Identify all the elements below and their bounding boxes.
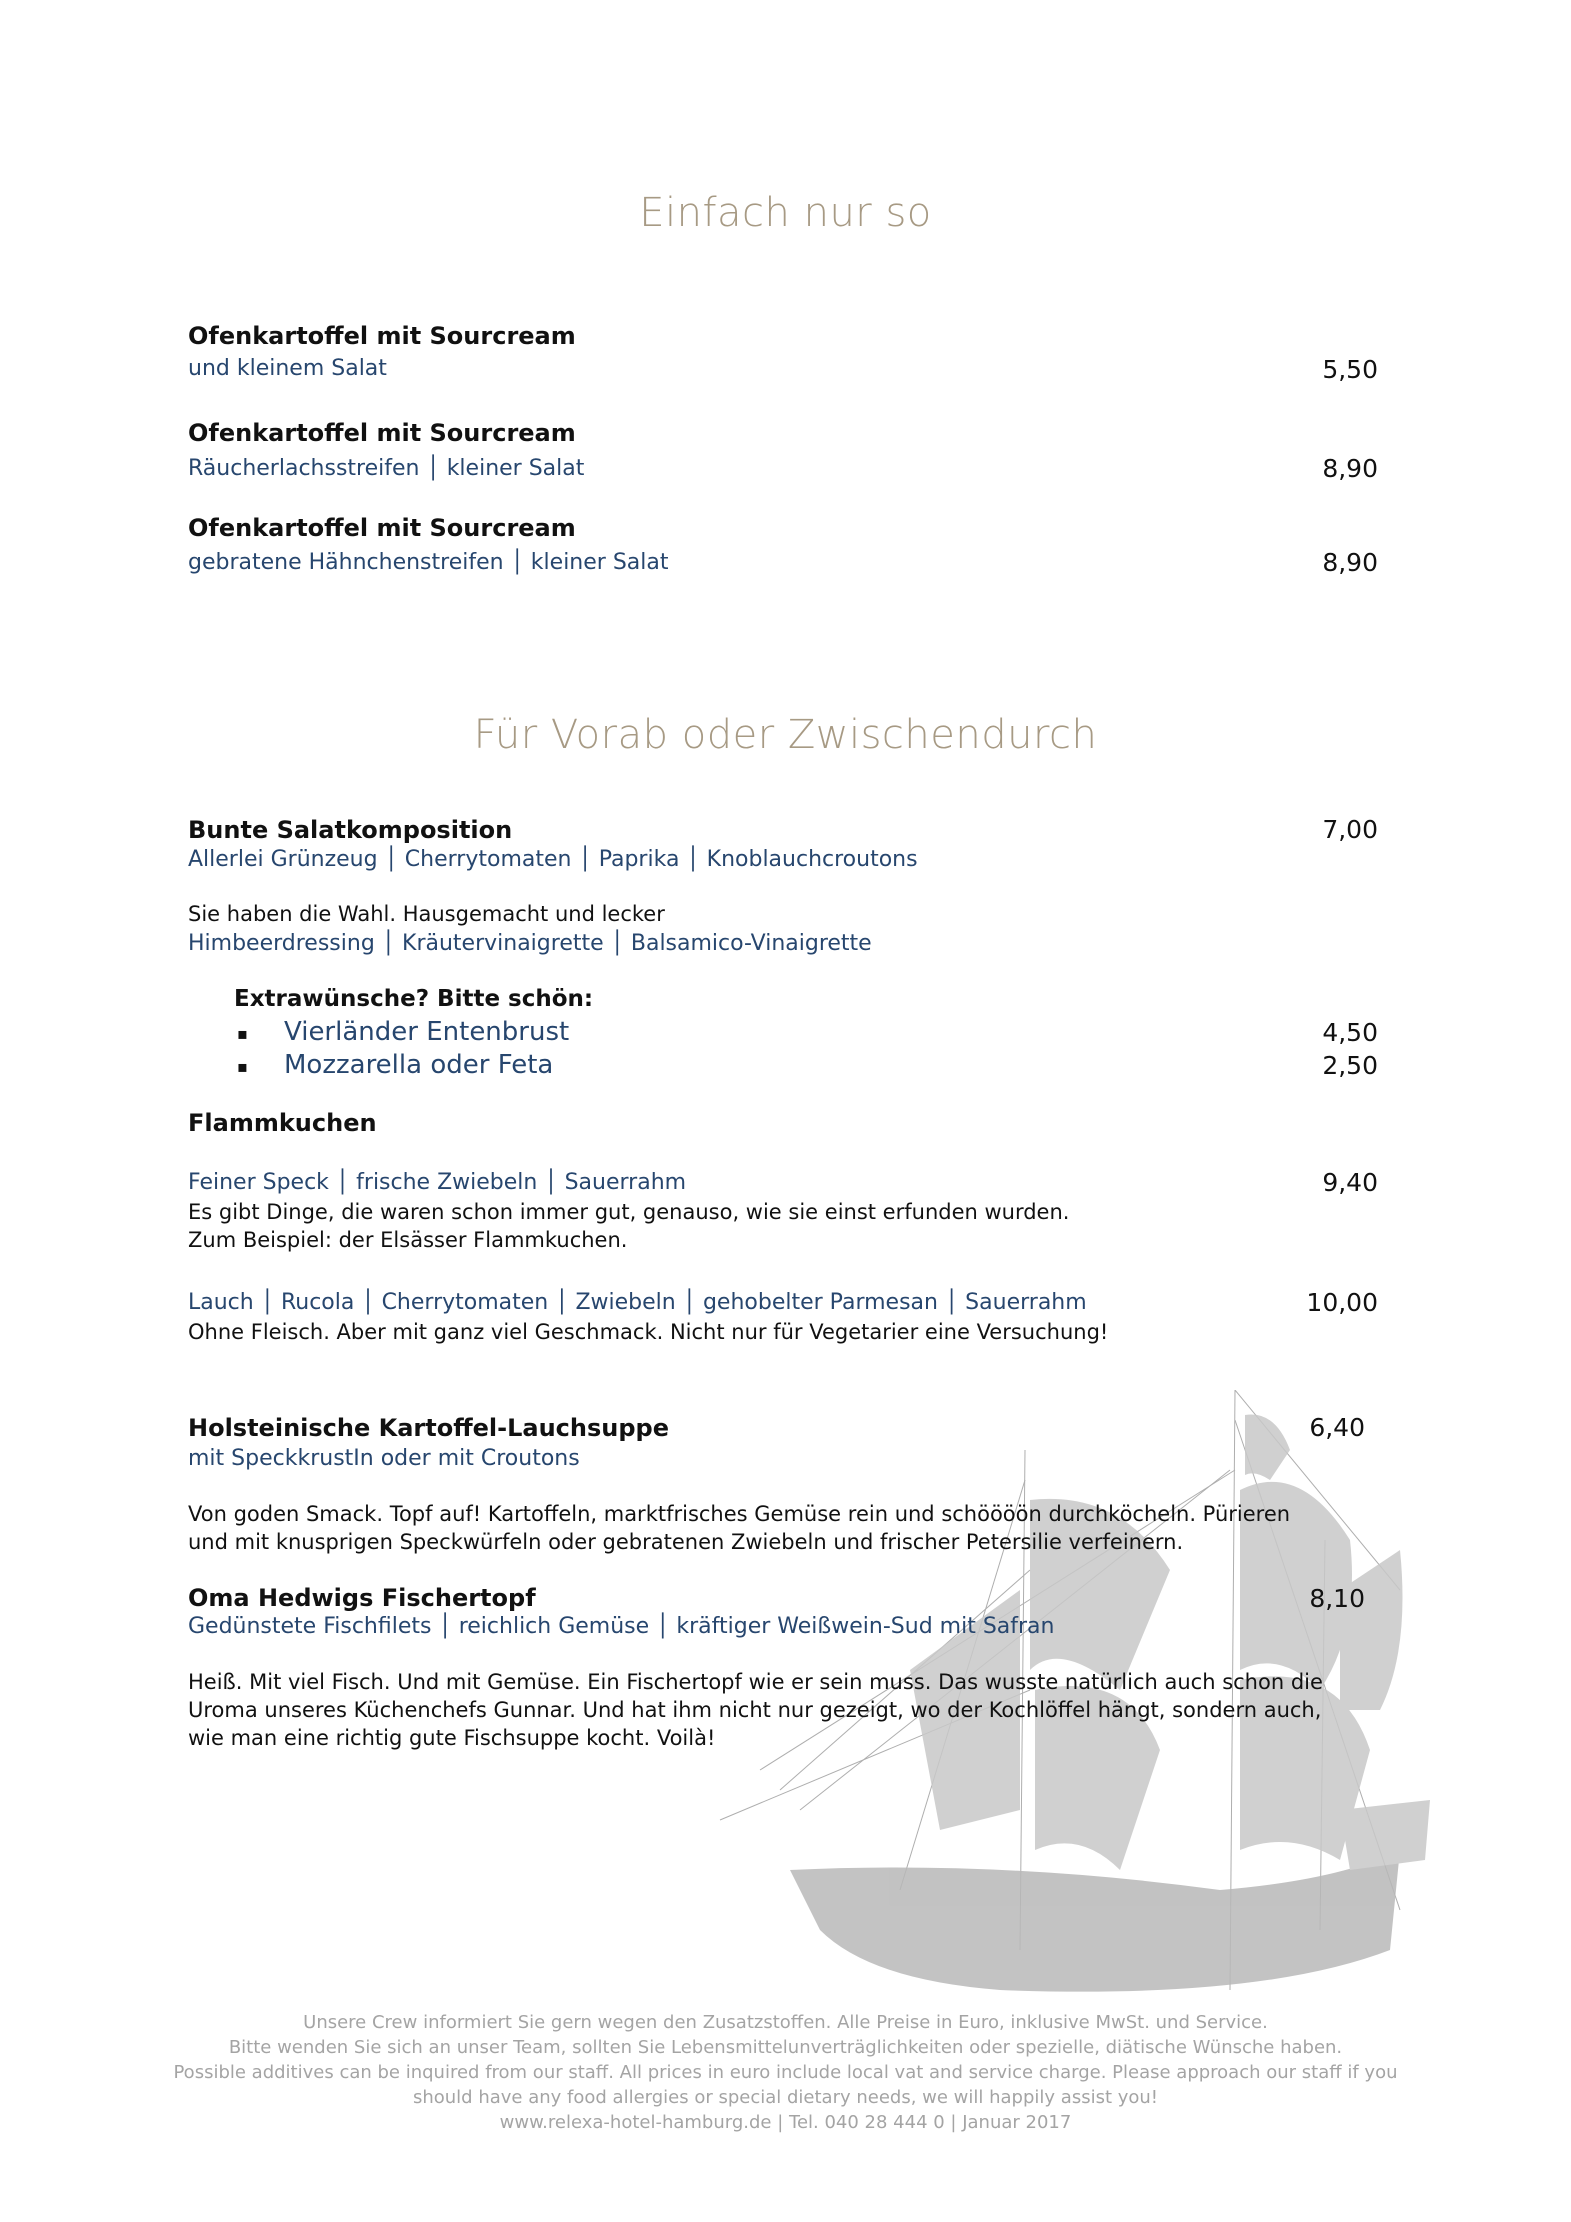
flammkuchen-description: Feiner Speck │ frische Zwiebeln │ Sauerrahm bbox=[188, 1170, 687, 1195]
salad-description: Allerlei Grünzeug │ Cherrytomaten │ Paprika │ Knoblauchcroutons bbox=[188, 847, 918, 872]
footer-line: Bitte wenden Sie sich an unser Team, sollten Sie Lebensmittelunverträglichkeiten oder spezielle, diätische Wünsche haben. bbox=[228, 2037, 1343, 2058]
soup-price: 6,40 bbox=[1309, 1413, 1365, 1442]
menu-item-price: 5,50 bbox=[1322, 355, 1378, 384]
menu-item-name: Ofenkartoffel mit Sourcream bbox=[188, 419, 576, 447]
flammkuchen-text: Es gibt Dinge, die waren schon immer gut, genauso, wie sie einst erfunden wurden. bbox=[188, 1200, 1070, 1224]
footer-website-line: www.relexa-hotel-hamburg.de | Tel. 040 28 444 0 | Januar 2017 bbox=[499, 2112, 1072, 2133]
flammkuchen-price: 9,40 bbox=[1322, 1168, 1378, 1197]
soup-name: Holsteinische Kartoffel-Lauchsuppe bbox=[188, 1414, 669, 1442]
flammkuchen-title: Flammkuchen bbox=[188, 1109, 377, 1137]
extra-item-name: Vierländer Entenbrust bbox=[284, 1017, 570, 1047]
soup-text: und mit knusprigen Speckwürfeln oder gebratenen Zwiebeln und frischer Petersilie verfeinern. bbox=[188, 1530, 1184, 1554]
extras-title: Extrawünsche? Bitte schön: bbox=[234, 986, 594, 1012]
flammkuchen-description: Lauch │ Rucola │ Cherrytomaten │ Zwiebeln │ gehobelter Parmesan │ Sauerrahm bbox=[188, 1290, 1087, 1315]
menu-item-price: 8,90 bbox=[1322, 454, 1378, 483]
flammkuchen-price: 10,00 bbox=[1306, 1288, 1378, 1317]
extra-item-name: Mozzarella oder Feta bbox=[284, 1050, 554, 1080]
fish-description: Gedünstete Fischfilets │ reichlich Gemüse │ kräftiger Weißwein-Sud mit Safran bbox=[188, 1614, 1055, 1639]
flammkuchen-text: Ohne Fleisch. Aber mit ganz viel Geschmack. Nicht nur für Vegetarier eine Versuchung! bbox=[188, 1320, 1109, 1344]
salad-price: 7,00 bbox=[1322, 815, 1378, 844]
dressing-options: Himbeerdressing │ Kräutervinaigrette │ Balsamico-Vinaigrette bbox=[188, 931, 872, 956]
fish-price: 8,10 bbox=[1309, 1584, 1365, 1613]
soup-description: mit SpeckkrustIn oder mit Croutons bbox=[188, 1446, 580, 1471]
soup-text: Von goden Smack. Topf auf! Kartoffeln, marktfrisches Gemüse rein und schöööön durchköcheln. Pürieren bbox=[188, 1502, 1291, 1526]
fish-name: Oma Hedwigs Fischertopf bbox=[188, 1584, 536, 1612]
extra-item-price: 2,50 bbox=[1322, 1051, 1378, 1080]
fish-text: wie man eine richtig gute Fischsuppe kocht. Voilà! bbox=[188, 1726, 716, 1750]
footer-line: Unsere Crew informiert Sie gern wegen den Zusatzstoffen. Alle Preise in Euro, inklusive MwSt. und Service. bbox=[303, 2012, 1268, 2033]
menu-item-price: 8,90 bbox=[1322, 548, 1378, 577]
menu-item-description: Räucherlachsstreifen │ kleiner Salat bbox=[188, 456, 585, 481]
menu-item-name: Ofenkartoffel mit Sourcream bbox=[188, 514, 576, 542]
extra-item-price: 4,50 bbox=[1322, 1018, 1378, 1047]
menu-item-name: Ofenkartoffel mit Sourcream bbox=[188, 322, 576, 350]
salad-name: Bunte Salatkomposition bbox=[188, 816, 513, 844]
menu-item-description: und kleinem Salat bbox=[188, 356, 387, 381]
flammkuchen-text: Zum Beispiel: der Elsässer Flammkuchen. bbox=[188, 1228, 628, 1252]
dressing-intro: Sie haben die Wahl. Hausgemacht und lecker bbox=[188, 902, 665, 926]
fish-text: Uroma unseres Küchenchefs Gunnar. Und hat ihm nicht nur gezeigt, wo der Kochlöffel hängt, sondern auch, bbox=[188, 1698, 1322, 1722]
bullet-icon: ▪ bbox=[237, 1057, 248, 1076]
section-title-vorab: Für Vorab oder Zwischendurch bbox=[473, 712, 1098, 758]
footer-line: Possible additives can be inquired from our staff. All prices in euro include local vat and service charge. Please approach our staff if you bbox=[173, 2062, 1398, 2083]
section-title-einfach: Einfach nur so bbox=[639, 190, 932, 236]
menu-item-description: gebratene Hähnchenstreifen │ kleiner Salat bbox=[188, 550, 669, 575]
footer-line: should have any food allergies or special dietary needs, we will happily assist you! bbox=[412, 2087, 1159, 2108]
bullet-icon: ▪ bbox=[237, 1024, 248, 1043]
fish-text: Heiß. Mit viel Fisch. Und mit Gemüse. Ein Fischertopf wie er sein muss. Das wusste natürlich auch schon die bbox=[188, 1670, 1323, 1694]
